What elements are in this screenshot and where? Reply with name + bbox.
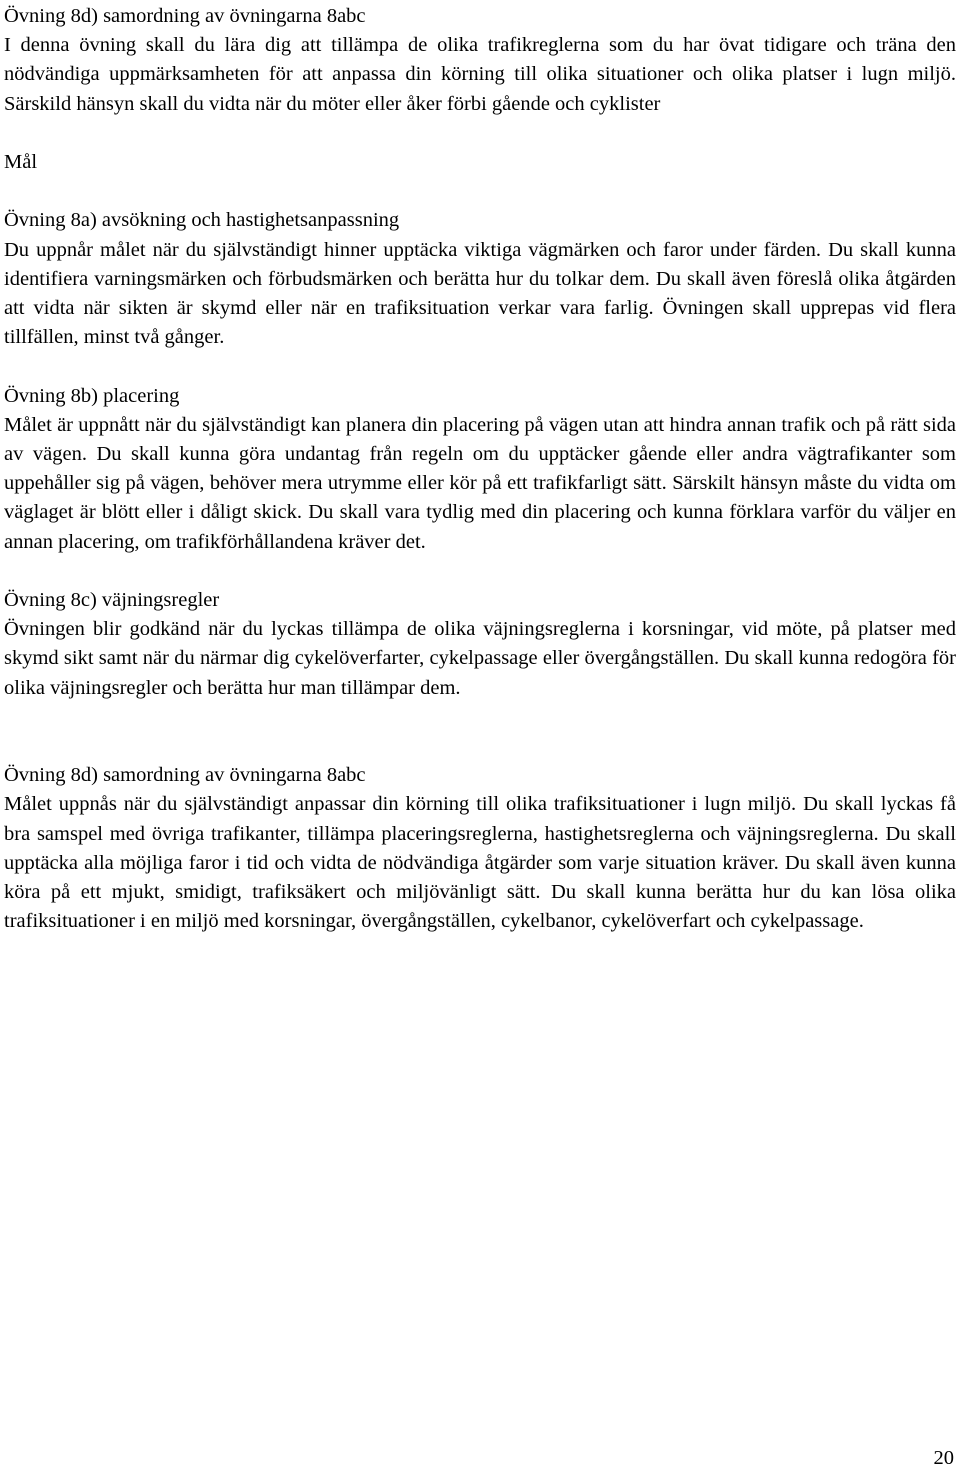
spacer: [4, 557, 956, 586]
section-8b: [4, 382, 956, 557]
section-text: Du uppnår målet när du självständigt hinner upptäcka viktiga vägmärken och faror under färden. Du skall kunna identifiera varningsmärken och förbudsmärken och berätta hur du tolkar dem. Du skall även föreslå olika åtgärden att vidta när sikten är skymd eller när en trafiksituation verkar vara farlig. Övningen skall upprepas vid flera tillfällen, minst två gånger.: [4, 238, 956, 349]
section-title: Övning 8b) placering: [4, 384, 180, 407]
spacer: [4, 352, 956, 381]
spacer: [4, 119, 956, 148]
intro-text: I denna övning skall du lära dig att tillämpa de olika trafikreglerna som du har övat tidigare och träna den nödvändiga uppmärksamheten för att anpassa din körning till olika situationer och olika platser i lugn miljö. Särskild hänsyn skall du vidta när du möter eller åker förbi gående och cyklister: [4, 34, 956, 115]
document-page: [4, 2, 956, 936]
page-number: 20: [933, 1447, 954, 1469]
spacer: [4, 703, 956, 761]
goal-heading: Mål: [4, 151, 38, 173]
section-title: Övning 8a) avsökning och hastighetsanpassning: [4, 209, 400, 232]
intro-title: Övning 8d) samordning av övningarna 8abc: [4, 5, 366, 27]
section-title: Övning 8c) väjningsregler: [4, 589, 220, 611]
section-8d: [4, 761, 956, 936]
section-8c: [4, 586, 956, 703]
section-title: Övning 8d) samordning av övningarna 8abc: [4, 764, 366, 787]
section-text: Övningen blir godkänd när du lyckas tillämpa de olika väjningsreglerna i korsningar, vid möte, på platser med skymd sikt samt när du närmar dig cykelöverfarter, cykelpassage eller övergångställen. Du skall kunna redogöra för olika väjningsregler och berätta hur man tillämpar dem.: [4, 618, 956, 699]
intro-section: [4, 2, 956, 119]
section-text: Målet är uppnått när du självständigt kan planera din placering på vägen utan att hindra annan trafik och på rätt sida av vägen. Du skall kunna göra undantag från regeln om du upptäcker gående eller andra vägtrafikanter som uppehåller sig på vägen, behöver mera utrymme eller kör på ett trafikfarligt sätt. Särskilt hänsyn måste du vidta om väglaget är blött eller i dåligt skick. Du skall vara tydlig med din placering och kunna förklara varför du väljer en annan placering, om trafikförhållandena kräver det.: [4, 413, 956, 553]
section-text: Målet uppnås när du självständigt anpassar din körning till olika trafiksituationer i lugn miljö. Du skall lyckas få bra samspel med övriga trafikanter, tillämpa placeringsreglerna, hastighetsreglerna och väjningsreglerna. Du skall upptäcka alla möjliga faror i tid och vidta de nödvändiga åtgärder som varje situation kräver. Du skall även kunna köra på ett mjukt, smidigt, trafiksäkert och miljövänligt sätt. Du skall kunna berätta hur du kan lösa olika trafiksituationer i en miljö med korsningar, övergångställen, cykelbanor, cykelöverfart och cykelpassage.: [4, 793, 956, 933]
spacer: [4, 177, 956, 206]
section-8a: [4, 206, 956, 352]
